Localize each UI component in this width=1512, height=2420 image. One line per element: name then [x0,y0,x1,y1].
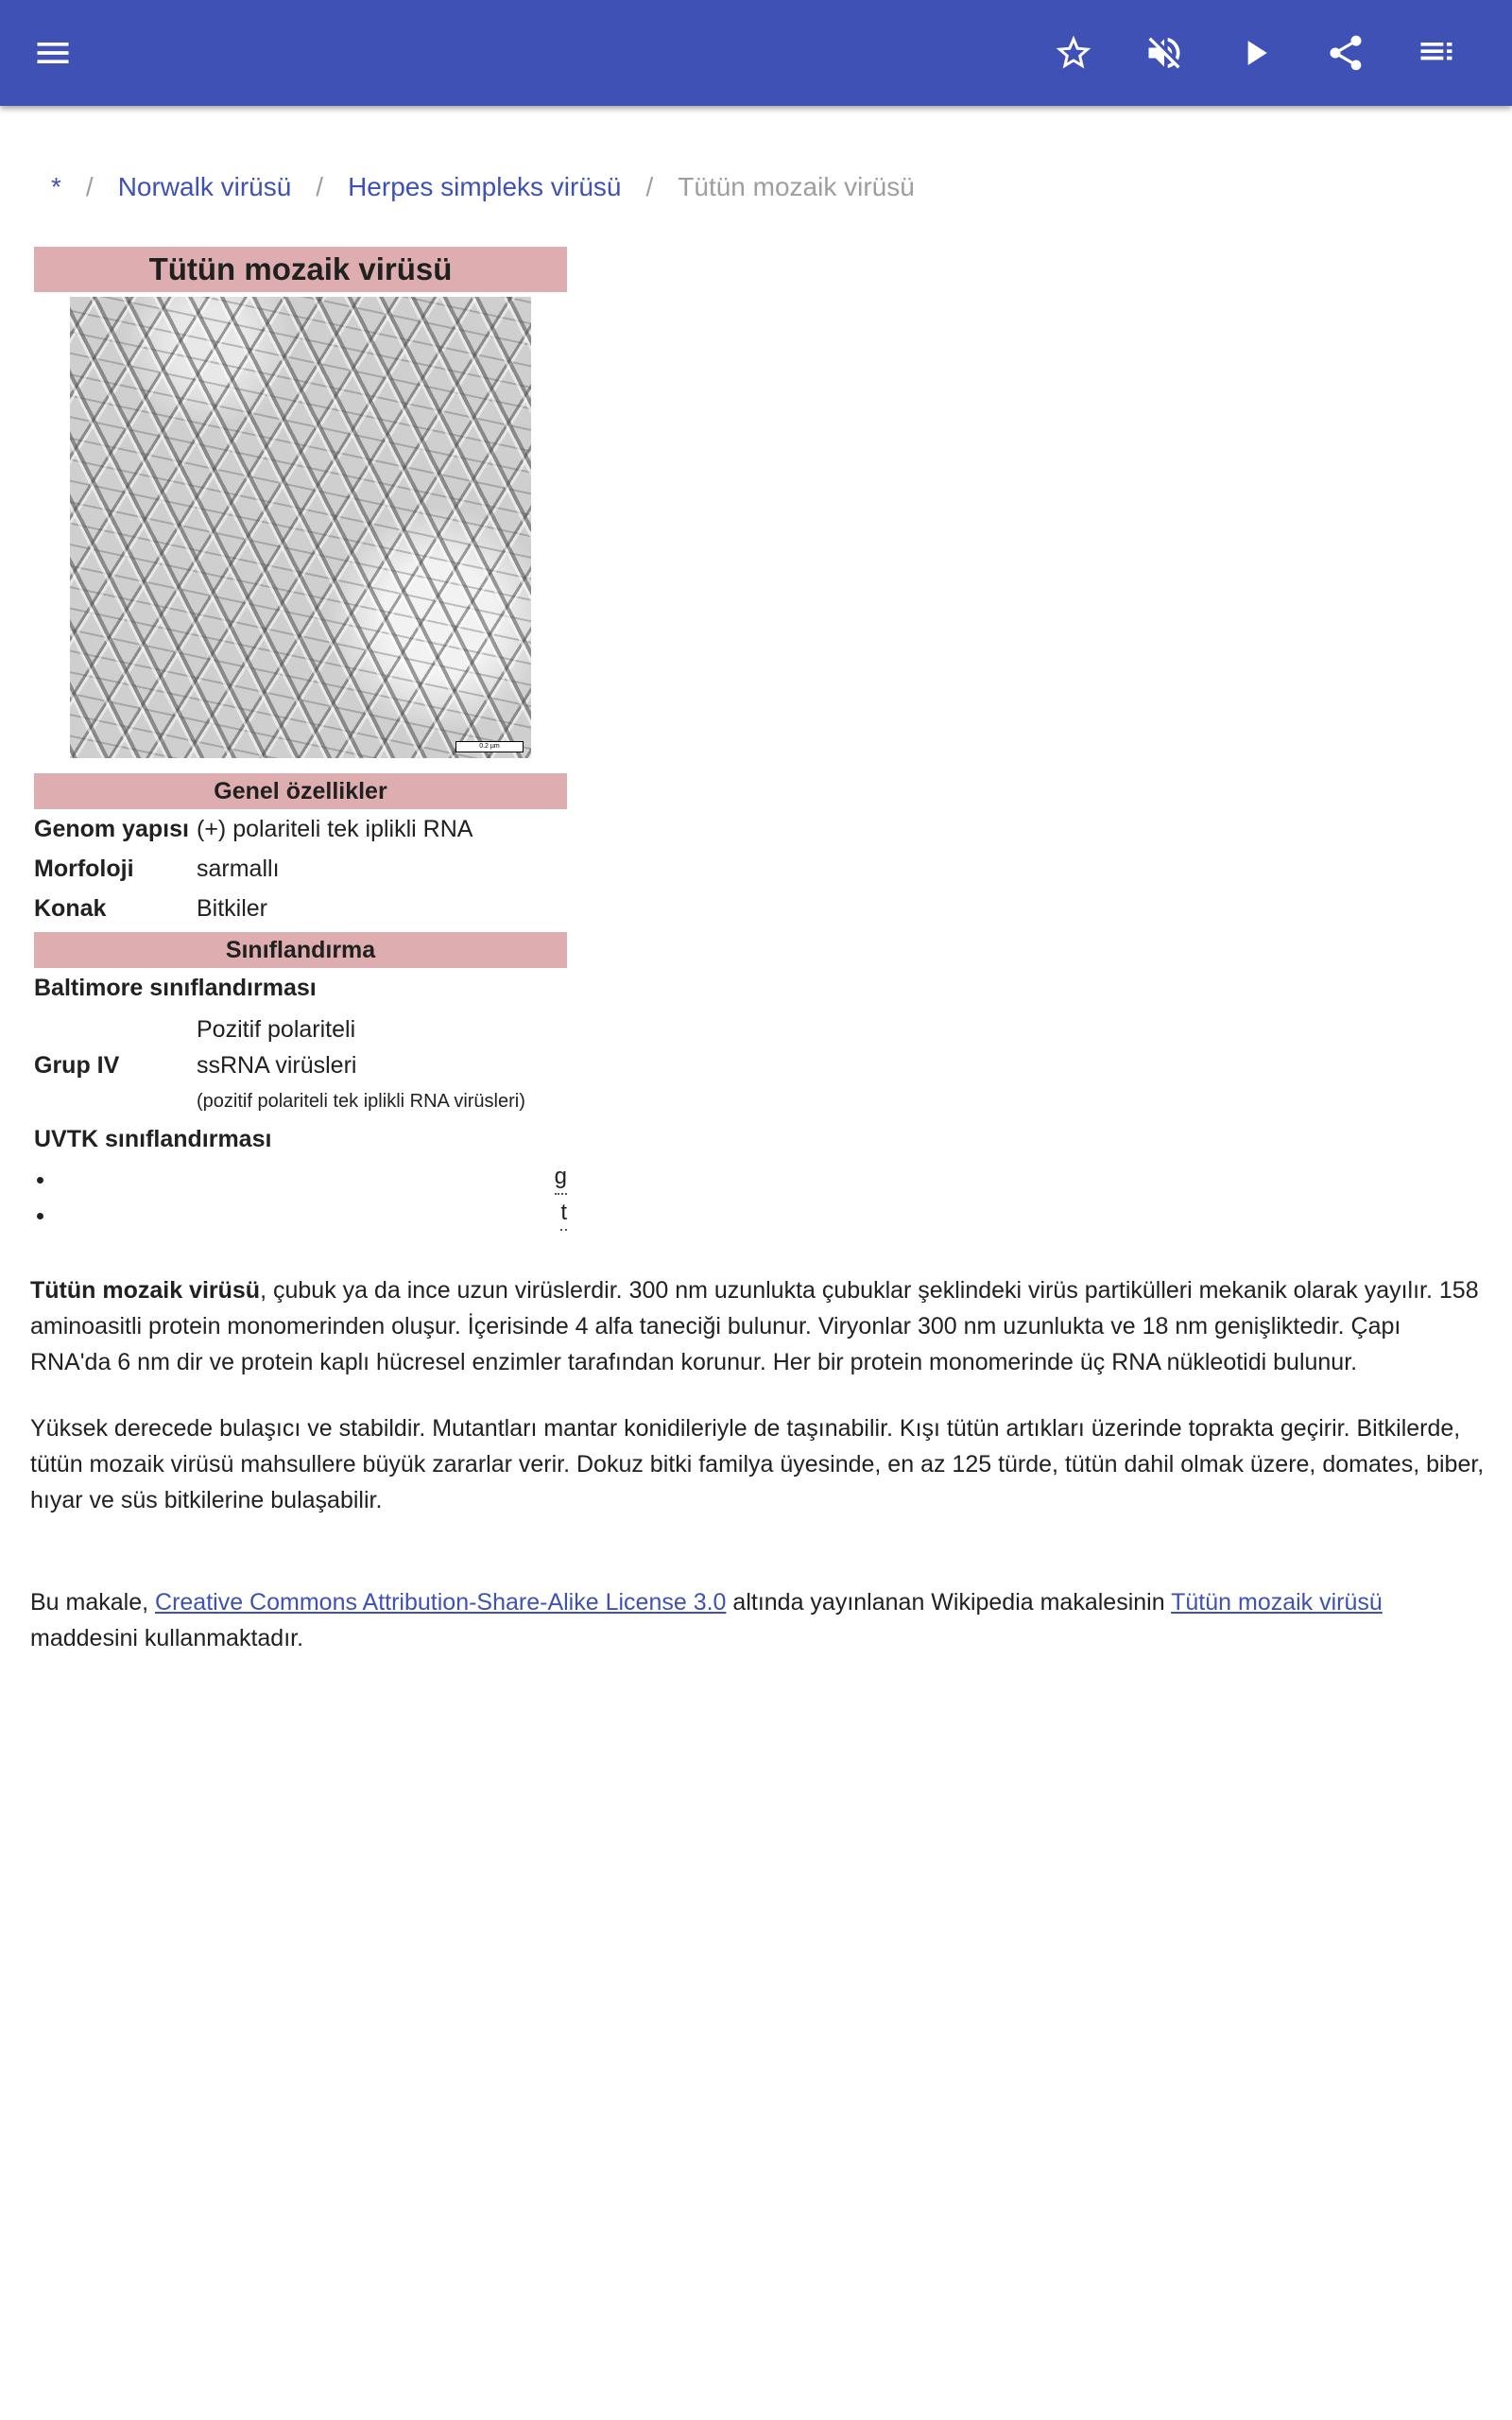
app-bar [0,0,1512,106]
infobox [34,247,567,1233]
infobox-row-morphology [34,849,567,889]
group-key: Grup IV [34,1051,120,1079]
source-article-link[interactable]: Tütün mozaik virüsü [1171,1589,1383,1616]
uvtk-heading: UVTK sınıflandırması [34,1126,272,1152]
general-properties-header: Genel özellikler [34,773,567,809]
uvtk-list [34,1161,567,1233]
truncated-link[interactable]: • t [560,1197,567,1231]
row-key: Konak [34,894,107,922]
play-icon[interactable] [1225,23,1285,83]
row-value: sarmallı [197,855,280,882]
virus-micrograph-image[interactable] [70,297,531,758]
truncated-link[interactable]: • g [555,1161,567,1195]
breadcrumb [51,166,915,208]
group-line-2: ssRNA virüsleri [197,1052,357,1079]
paragraph-2: Yüksek derecede bulaşıcı ve stabildir. Mutantları mantar konidileriyle de taşınabilir. Kışı tütün artıkları üzerinde toprakta geçirir. Bitkilerde, tütün mozaik virüsü mahsullere büyük zararlar verir. Dokuz bitki familya üyesinde, en az 125 türde, tütün dahil olmak üzere, domates, biber, hıyar ve süs bitkilerine bulaşabilir. [30,1415,1485,1513]
group-note: (pozitif polariteli tek iplikli RNA virüsleri) [197,1091,525,1112]
volume-off-icon[interactable] [1134,23,1194,83]
infobox-row-group [34,1011,567,1119]
license-text: Bu makale, [30,1589,156,1616]
paragraph-1 [30,1272,1486,1380]
breadcrumb-item-norwalk[interactable]: Norwalk virüsü [117,172,292,201]
breadcrumb-separator: / [645,172,654,201]
baltimore-heading: Baltimore sınıflandırması [34,975,317,1001]
paragraph-text: , çubuk ya da ince uzun virüslerdir. 300 nm uzunlukta çubuklar şeklindeki virüs partikülleri mekanik olarak yayılır. 158 aminoasitli protein monomerinden oluşur. İçerisinde 4 alfa taneciği bulunur. Viryonlar 300 nm uzunlukta ve 18 nm genişliktedir. Çapı RNA'da 6 nm dir ve protein kaplı hücresel enzimler tarafından korunur. Her bir protein monomerinde üç RNA nükleotidi bulunur. [30,1277,1479,1375]
playlist-icon[interactable] [1406,23,1467,83]
menu-icon[interactable] [23,23,83,83]
breadcrumb-separator: / [85,172,94,201]
row-key: Morfoloji [34,855,134,882]
article-subject: Tütün mozaik virüsü [30,1277,261,1304]
breadcrumb-item-herpes[interactable]: Herpes simpleks virüsü [348,172,622,201]
article-content [30,1272,1486,1686]
breadcrumb-current: Tütün mozaik virüsü [678,172,915,201]
license-notice [30,1584,1486,1656]
license-text: altında yayınlanan Wikipedia makalesinin [726,1589,1172,1616]
row-value: (+) polariteli tek iplikli RNA [197,815,473,842]
image-scale-bar: 0.2 µm [455,741,524,752]
breadcrumb-item-home[interactable]: * [51,172,61,201]
license-text: maddesini kullanmaktadır. [30,1625,304,1651]
infobox-title: Tütün mozaik virüsü [34,247,567,292]
breadcrumb-separator: / [316,172,324,201]
license-link[interactable]: Creative Commons Attribution-Share-Alike License 3.0 [155,1589,727,1616]
list-item [57,1161,567,1197]
infobox-row-genome [34,809,567,849]
infobox-row-host [34,889,567,928]
star-outline-icon[interactable] [1043,23,1104,83]
list-item [57,1197,567,1233]
group-line-1: Pozitif polariteli [197,1016,356,1043]
row-key: Genom yapısı [34,815,189,842]
share-icon[interactable] [1315,23,1376,83]
row-value: Bitkiler [197,894,268,922]
classification-header: Sınıflandırma [34,932,567,968]
